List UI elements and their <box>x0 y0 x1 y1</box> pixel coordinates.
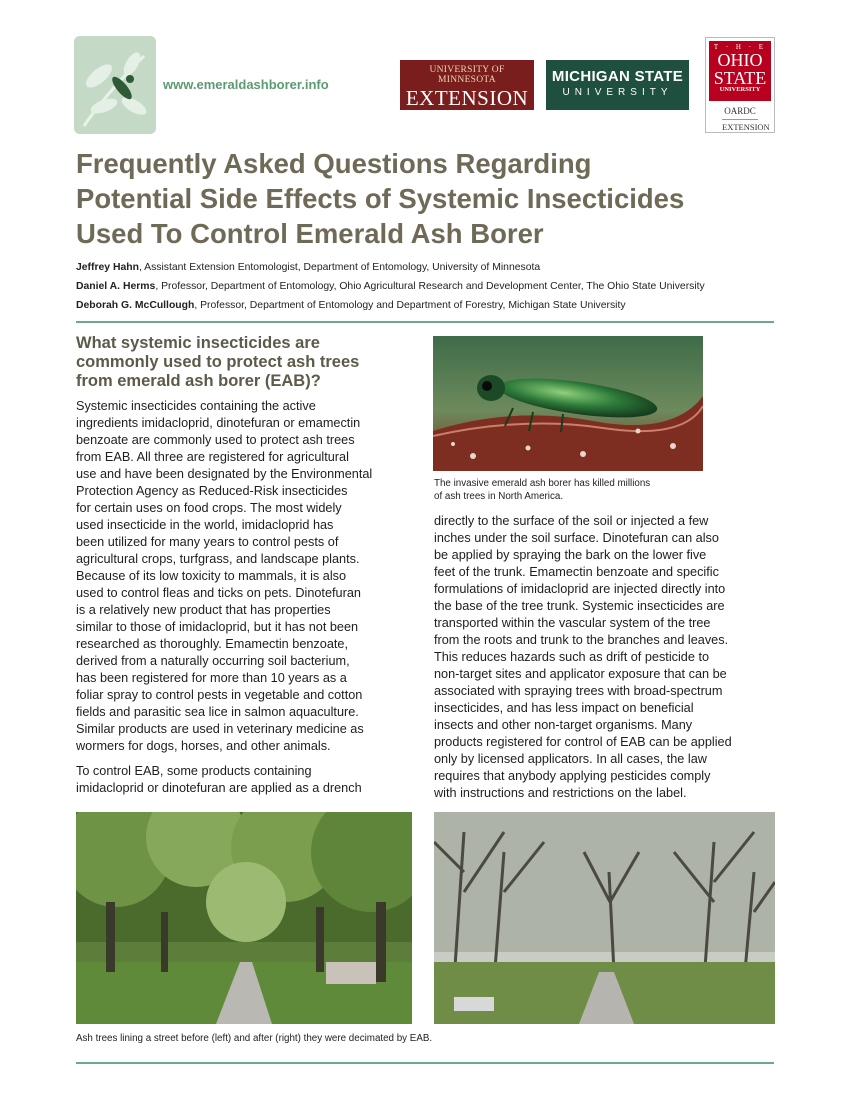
street-photos-caption <box>76 1032 776 1045</box>
title-line: Potential Side Effects of Systemic Insecticides <box>76 183 685 214</box>
body-line: used insecticide in the world, imidacloprid has <box>76 518 334 532</box>
body-line: To control EAB, some products containing <box>76 764 312 778</box>
body-line: researched as thoroughly. Emamectin benzoate, <box>76 637 348 651</box>
beetle-photo <box>433 336 703 471</box>
body-line: Systemic insecticides containing the active <box>76 399 316 413</box>
body-line: imidacloprid or dinotefuran are applied as a drench <box>76 781 362 795</box>
street-after-photo <box>434 812 775 1024</box>
site-url-link[interactable]: www.emeraldashborer.info <box>163 77 329 92</box>
author-name: Daniel A. Herms <box>76 281 156 292</box>
body-line: non-target sites and applicator exposure that can be <box>434 667 727 681</box>
body-line: with instructions and restrictions on the label. <box>434 786 687 800</box>
body-line: ingredients imidacloprid, dinotefuran or emamectin <box>76 416 361 430</box>
right-column-text <box>434 513 779 802</box>
body-line: fields and parasitic sea lice in salmon aquaculture. <box>76 705 359 719</box>
umn-logo-line2: EXTENSION <box>405 86 529 110</box>
body-line: the base of the tree trunk. Systemic insecticides are <box>434 599 725 613</box>
left-column-text <box>76 398 416 797</box>
author-row <box>76 296 796 315</box>
emerald-ash-borer-image <box>433 336 703 471</box>
heading-line: from emerald ash borer (EAB)? <box>76 372 321 390</box>
body-line: products registered for control of EAB can be applied <box>434 735 732 749</box>
umn-logo-line1: UNIVERSITY OF MINNESOTA <box>429 65 505 85</box>
author-name: Jeffrey Hahn <box>76 262 139 273</box>
body-line: is a relatively new product that has properties <box>76 603 331 617</box>
body-line: derived from a naturally occurring soil bacterium, <box>76 654 350 668</box>
leaf-beetle-icon <box>74 36 156 134</box>
body-line: used to control fleas and ticks on pets. Dinotefuran <box>76 586 361 600</box>
osu-oardc: OARDC <box>724 106 756 116</box>
author-row <box>76 258 796 277</box>
msu-logo-line2: UNIVERSITY <box>562 87 673 98</box>
msu-logo <box>546 60 689 110</box>
body-line: foliar spray to control pests in vegetable and cotton <box>76 688 363 702</box>
body-line: feet of the trunk. Emamectin benzoate and specific <box>434 565 719 579</box>
caption-line: Ash trees lining a street before (left) and after (right) they were decimated by EAB. <box>76 1033 433 1044</box>
dead-ash-street-image <box>434 812 775 1024</box>
author-affiliation: , Professor, Department of Entomology and Department of Forestry, Michigan State University <box>194 300 626 311</box>
body-line: be applied by spraying the bark on the lower five <box>434 548 707 562</box>
healthy-ash-street-image <box>76 812 412 1024</box>
body-line: associated with spraying trees with broad-spectrum <box>434 684 723 698</box>
body-line: use and have been designated by the Environmental <box>76 467 373 481</box>
author-affiliation: , Assistant Extension Entomologist, Department of Entomology, University of Minnesota <box>138 262 541 273</box>
umn-extension-logo <box>400 60 534 110</box>
osu-extension: EXTENSION <box>722 119 758 132</box>
body-line: transported within the vascular system of the tree <box>434 616 711 630</box>
body-line: similar to those of imidacloprid, but it has not been <box>76 620 359 634</box>
body-line: has been registered for more than 10 years as a <box>76 671 347 685</box>
body-line: insects and other non-target organisms. Many <box>434 718 693 732</box>
osu-the: T · H · E <box>713 43 767 51</box>
eab-logo <box>74 36 156 134</box>
osu-univ: UNIVERSITY <box>719 86 761 93</box>
heading-line: What systemic insecticides are <box>76 334 320 352</box>
title-line: Used To Control Emerald Ash Borer <box>76 218 544 249</box>
heading-line: commonly used to protect ash trees <box>76 353 360 371</box>
body-line: from the roots and trunk to the branches and leaves. <box>434 633 729 647</box>
body-line: This reduces hazards such as drift of pesticide to <box>434 650 710 664</box>
body-line: Protection Agency as Reduced-Risk insecticides <box>76 484 348 498</box>
page-title <box>76 146 796 251</box>
beetle-caption <box>434 477 714 503</box>
body-line: insecticides, and has less impact on beneficial <box>434 701 694 715</box>
body-line: agricultural crops, turfgrass, and landscape plants. <box>76 552 360 566</box>
body-line: been utilized for many years to control pests of <box>76 535 339 549</box>
body-line: requires that anybody applying pesticides comply <box>434 769 711 783</box>
author-affiliation: , Professor, Department of Entomology, Ohio Agricultural Research and Development Center, The Ohio State University <box>155 281 705 292</box>
body-line: from EAB. All three are registered for agricultural <box>76 450 349 464</box>
body-line: for certain uses on food crops. The most widely <box>76 501 342 515</box>
street-before-photo <box>76 812 412 1024</box>
osu-ohio: OHIO <box>717 50 763 70</box>
osu-state: STATE <box>713 68 767 88</box>
section-heading <box>76 334 416 391</box>
body-line: only by licensed applicators. In all cases, the law <box>434 752 707 766</box>
osu-block <box>709 41 771 101</box>
author-name: Deborah G. McCullough <box>76 300 195 311</box>
divider-bottom <box>76 1062 774 1064</box>
title-line: Frequently Asked Questions Regarding <box>76 148 592 179</box>
body-line: Similar products are used in veterinary medicine as <box>76 722 364 736</box>
divider-top <box>76 321 774 323</box>
osu-oardc-logo <box>705 37 775 133</box>
body-line: wormers for dogs, horses, and other animals. <box>76 739 331 753</box>
body-line: formulations of imidacloprid are injected directly into <box>434 582 726 596</box>
author-row <box>76 277 796 296</box>
msu-logo-line1: MICHIGAN STATE <box>551 68 684 85</box>
body-line: benzoate are commonly used to protect ash trees <box>76 433 355 447</box>
caption-line: of ash trees in North America. <box>434 491 564 502</box>
body-line: Because of its low toxicity to mammals, it is also <box>76 569 347 583</box>
body-line: directly to the surface of the soil or injected a few <box>434 514 709 528</box>
body-line: inches under the soil surface. Dinotefuran can also <box>434 531 719 545</box>
author-list <box>76 258 796 315</box>
caption-line: The invasive emerald ash borer has killed millions <box>434 478 651 489</box>
